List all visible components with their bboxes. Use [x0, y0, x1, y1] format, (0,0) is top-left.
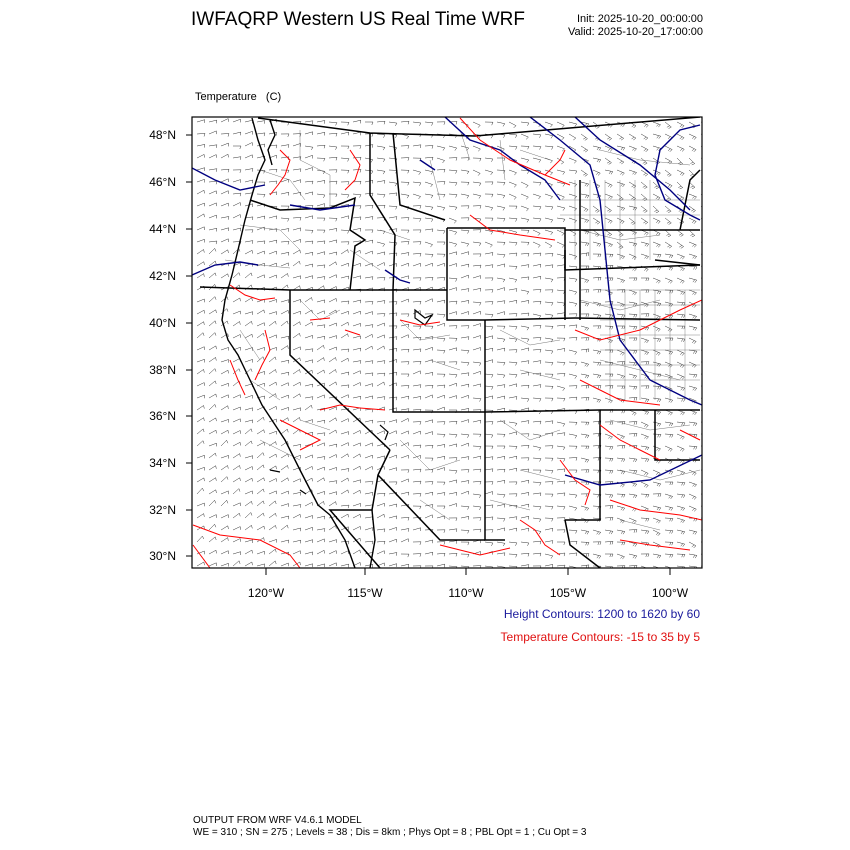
lon-label-105: 105°W [549, 586, 587, 600]
lat-label-46: 46°N [149, 175, 176, 189]
longitude-labels [248, 586, 689, 600]
lat-label-38: 38°N [149, 363, 176, 377]
lat-label-32: 32°N [149, 503, 176, 517]
valid-time: Valid: 2025-10-20_17:00:00 [568, 26, 703, 38]
init-time: Init: 2025-10-20_00:00:00 [577, 13, 703, 25]
height-contour-note: Height Contours: 1200 to 1620 by 60 [503, 607, 700, 621]
lat-label-44: 44°N [149, 222, 176, 236]
lon-label-100: 100°W [651, 586, 689, 600]
longitude-axis [266, 568, 670, 575]
lat-label-48: 48°N [149, 128, 176, 142]
model-version: OUTPUT FROM WRF V4.6.1 MODEL [193, 815, 362, 826]
lat-label-34: 34°N [149, 456, 176, 470]
latitude-axis [186, 135, 192, 556]
lat-label-30: 30°N [149, 549, 176, 563]
map-plot-area [192, 117, 709, 571]
temperature-field-label: Temperature (C) [195, 91, 282, 103]
lat-label-42: 42°N [149, 269, 176, 283]
lat-label-36: 36°N [149, 409, 176, 423]
lon-label-115: 115°W [347, 586, 383, 600]
temperature-contour-note: Temperature Contours: -15 to 35 by 5 [500, 630, 700, 644]
model-footer [193, 815, 586, 839]
lat-label-40: 40°N [149, 316, 176, 330]
map-title: IWFAQRP Western US Real Time WRF [191, 9, 525, 30]
lon-label-110: 110°W [448, 586, 484, 600]
model-config: WE = 310 ; SN = 275 ; Levels = 38 ; Dis = 8km ; Phys Opt = 8 ; PBL Opt = 1 ; Cu Opt = 3 [193, 827, 587, 838]
latitude-labels [149, 128, 176, 563]
lon-label-120: 120°W [247, 586, 285, 600]
